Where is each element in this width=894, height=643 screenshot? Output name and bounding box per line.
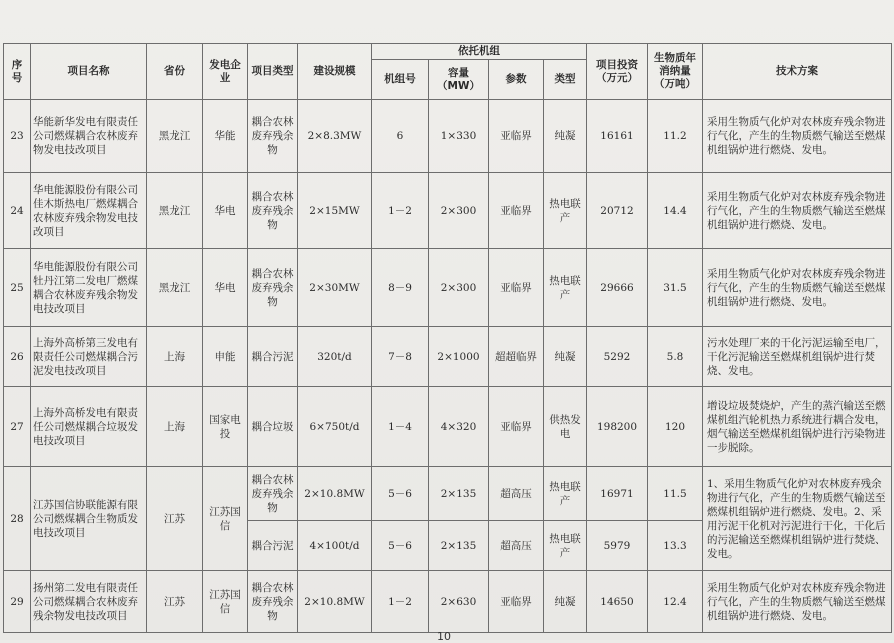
cell-unit-no: 5－6 (372, 467, 429, 521)
cell-type: 耦合农林废弃残余物 (248, 100, 298, 173)
cell-scale: 2×8.3MW (298, 100, 372, 173)
cell-scale: 2×10.8MW (298, 571, 372, 633)
cell-unit-no: 6 (372, 100, 429, 173)
cell-biomass: 13.3 (648, 521, 703, 571)
cell-capacity: 2×1000 (429, 327, 489, 387)
cell-invest: 29666 (587, 249, 648, 327)
cell-params: 亚临界 (489, 173, 544, 249)
cell-params: 亚临界 (489, 571, 544, 633)
cell-invest: 5292 (587, 327, 648, 387)
header-plan: 技术方案 (703, 44, 892, 100)
header-invest: 项目投资（万元） (587, 44, 648, 100)
cell-capacity: 2×300 (429, 173, 489, 249)
cell-params: 亚临界 (489, 387, 544, 467)
cell-type: 耦合农林废弃残余物 (248, 173, 298, 249)
header-unit-group: 依托机组 (372, 44, 587, 60)
header-params: 参数 (489, 60, 544, 100)
header-type: 项目类型 (248, 44, 298, 100)
cell-type: 耦合垃圾 (248, 387, 298, 467)
cell-type: 耦合污泥 (248, 521, 298, 571)
cell-company: 申能 (203, 327, 248, 387)
cell-company: 江苏国信 (203, 467, 248, 571)
cell-params: 超高压 (489, 521, 544, 571)
cell-capacity: 2×630 (429, 571, 489, 633)
cell-company: 华电 (203, 173, 248, 249)
cell-scale: 6×750t/d (298, 387, 372, 467)
table-row (4, 571, 892, 633)
cell-type: 耦合农林废弃残余物 (248, 467, 298, 521)
cell-biomass: 120 (648, 387, 703, 467)
cell-params: 超超临界 (489, 327, 544, 387)
cell-scale: 2×30MW (298, 249, 372, 327)
cell-plan: 采用生物质气化炉对农林废弃残余物进行气化，产生的生物质燃气输送至燃煤机组锅炉进行燃烧、发电。 (703, 100, 892, 173)
cell-capacity: 2×135 (429, 521, 489, 571)
cell-params: 亚临界 (489, 249, 544, 327)
header-scale: 建设规模 (298, 44, 372, 100)
cell-biomass: 12.4 (648, 571, 703, 633)
cell-unit-type: 热电联产 (544, 173, 587, 249)
header-province: 省份 (147, 44, 203, 100)
cell-biomass: 11.2 (648, 100, 703, 173)
cell-company: 华电 (203, 249, 248, 327)
cell-plan: 1、采用生物质气化炉对农林废弃残余物进行气化，产生的生物质燃气输送至燃煤机组锅炉进行燃烧、发电。2、采用污泥干化机对污泥进行干化，干化后的污泥输送至燃煤机组锅炉进行焚烧、发电。 (703, 467, 892, 571)
cell-invest: 198200 (587, 387, 648, 467)
cell-name: 上海外高桥发电有限责任公司燃煤耦合垃圾发电技改项目 (31, 387, 147, 467)
table-row (4, 173, 892, 249)
cell-invest: 16971 (587, 467, 648, 521)
cell-province: 江苏 (147, 467, 203, 571)
cell-seq: 26 (4, 327, 31, 387)
header-unit-type: 类型 (544, 60, 587, 100)
cell-seq: 27 (4, 387, 31, 467)
cell-invest: 5979 (587, 521, 648, 571)
cell-province: 黑龙江 (147, 173, 203, 249)
table-row (4, 467, 892, 521)
cell-plan: 污水处理厂来的干化污泥运输至电厂，干化污泥输送至燃煤机组锅炉进行焚烧、发电。 (703, 327, 892, 387)
cell-capacity: 1×330 (429, 100, 489, 173)
cell-capacity: 2×300 (429, 249, 489, 327)
header-biomass: 生物质年消纳量（万吨） (648, 44, 703, 100)
cell-province: 黑龙江 (147, 249, 203, 327)
cell-scale: 2×10.8MW (298, 467, 372, 521)
cell-type: 耦合农林废弃残余物 (248, 571, 298, 633)
cell-biomass: 11.5 (648, 467, 703, 521)
cell-type: 耦合农林废弃残余物 (248, 249, 298, 327)
cell-unit-no: 1－2 (372, 173, 429, 249)
table-row (4, 249, 892, 327)
cell-seq: 23 (4, 100, 31, 173)
cell-plan: 增设垃圾焚烧炉，产生的蒸汽输送至燃煤机组汽轮机热力系统进行耦合发电，烟气输送至燃煤机组锅炉进行污染物进一步脱除。 (703, 387, 892, 467)
cell-capacity: 2×135 (429, 467, 489, 521)
cell-params: 超高压 (489, 467, 544, 521)
table-row (4, 100, 892, 173)
cell-name: 华电能源股份有限公司牡丹江第二发电厂燃煤耦合农林废弃残余物发电技改项目 (31, 249, 147, 327)
cell-unit-no: 5－6 (372, 521, 429, 571)
cell-name: 江苏国信协联能源有限公司燃煤耦合生物质发电技改项目 (31, 467, 147, 571)
cell-unit-no: 1－2 (372, 571, 429, 633)
cell-invest: 16161 (587, 100, 648, 173)
cell-province: 黑龙江 (147, 100, 203, 173)
header-company: 发电企业 (203, 44, 248, 100)
cell-biomass: 5.8 (648, 327, 703, 387)
cell-type: 耦合污泥 (248, 327, 298, 387)
cell-name: 华电能源股份有限公司佳木斯热电厂燃煤耦合农林废弃残余物发电技改项目 (31, 173, 147, 249)
cell-seq: 24 (4, 173, 31, 249)
cell-invest: 14650 (587, 571, 648, 633)
cell-province: 上海 (147, 387, 203, 467)
cell-invest: 20712 (587, 173, 648, 249)
cell-plan: 采用生物质气化炉对农林废弃残余物进行气化，产生的生物质燃气输送至燃煤机组锅炉进行燃烧、发电。 (703, 571, 892, 633)
projects-table (3, 43, 892, 633)
cell-biomass: 31.5 (648, 249, 703, 327)
cell-unit-no: 7－8 (372, 327, 429, 387)
cell-company: 江苏国信 (203, 571, 248, 633)
cell-plan: 采用生物质气化炉对农林废弃残余物进行气化，产生的生物质燃气输送至燃煤机组锅炉进行燃烧、发电。 (703, 173, 892, 249)
cell-province: 江苏 (147, 571, 203, 633)
cell-province: 上海 (147, 327, 203, 387)
cell-params: 亚临界 (489, 100, 544, 173)
page-number: 10 (437, 630, 451, 643)
cell-unit-type: 纯凝 (544, 327, 587, 387)
table-row (4, 387, 892, 467)
cell-unit-type: 热电联产 (544, 521, 587, 571)
cell-name: 扬州第二发电有限责任公司燃煤耦合农林废弃残余物发电技改项目 (31, 571, 147, 633)
cell-unit-type: 供热发电 (544, 387, 587, 467)
cell-company: 华能 (203, 100, 248, 173)
cell-biomass: 14.4 (648, 173, 703, 249)
cell-name: 华能新华发电有限责任公司燃煤耦合农林废弃物发电技改项目 (31, 100, 147, 173)
cell-plan: 采用生物质气化炉对农林废弃残余物进行气化，产生的生物质燃气输送至燃煤机组锅炉进行燃烧、发电。 (703, 249, 892, 327)
cell-seq: 25 (4, 249, 31, 327)
cell-unit-type: 热电联产 (544, 249, 587, 327)
cell-seq: 28 (4, 467, 31, 571)
cell-scale: 4×100t/d (298, 521, 372, 571)
cell-unit-type: 热电联产 (544, 467, 587, 521)
cell-unit-no: 1－4 (372, 387, 429, 467)
cell-scale: 2×15MW (298, 173, 372, 249)
cell-capacity: 4×320 (429, 387, 489, 467)
cell-scale: 320t/d (298, 327, 372, 387)
header-seq: 序号 (4, 44, 31, 100)
cell-seq: 29 (4, 571, 31, 633)
cell-unit-type: 纯凝 (544, 100, 587, 173)
cell-company: 国家电投 (203, 387, 248, 467)
cell-unit-no: 8－9 (372, 249, 429, 327)
cell-name: 上海外高桥第三发电有限责任公司燃煤耦合污泥发电技改项目 (31, 327, 147, 387)
cell-unit-type: 纯凝 (544, 571, 587, 633)
header-name: 项目名称 (31, 44, 147, 100)
header-unit-no: 机组号 (372, 60, 429, 100)
header-capacity: 容量（MW） (429, 60, 489, 100)
table-row (4, 327, 892, 387)
